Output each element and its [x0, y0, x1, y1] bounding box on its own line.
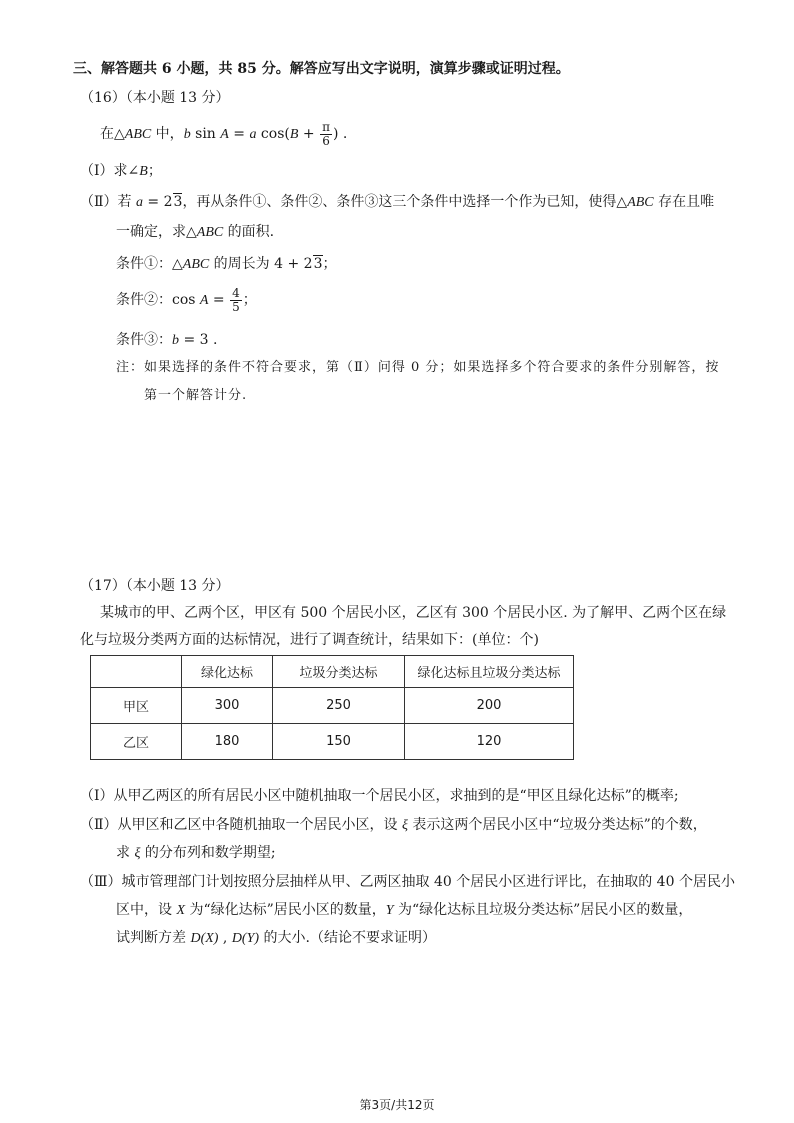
q16-stem-prefix: 在△ [100, 126, 125, 142]
part3-label: （Ⅲ） [80, 874, 122, 890]
var-b: b [183, 127, 191, 142]
cond1-label: 条件①： [116, 256, 172, 272]
section-heading: 三、解答题共 6 小题，共 85 分。解答应写出文字说明，演算步骤或证明过程。 [73, 61, 570, 77]
table-cell: 甲区 [91, 688, 182, 724]
cos-fn: cos [172, 292, 200, 308]
q17-number: （17）（本小题 13 分） [80, 578, 230, 594]
condition-2 [116, 286, 257, 315]
frac-denominator: 5 [232, 299, 240, 314]
data-table [90, 655, 574, 760]
triangle-abc: ABC [182, 257, 210, 272]
part3-line3a: 试判断方差 [116, 930, 191, 946]
cond2-end: ； [242, 292, 257, 308]
q16-part2-line2 [116, 222, 274, 243]
plus: + [298, 126, 320, 142]
part2-label: （Ⅱ） [80, 817, 118, 833]
table-row [91, 688, 574, 724]
part3-line2c: 为“绿化达标且垃圾分类达标”居民小区的数量， [393, 902, 693, 918]
part1-text: 从甲乙两区的所有居民小区中随机抽取一个居民小区，求抽到的是“甲区且绿化达标”的概率; [113, 788, 679, 804]
q16-stem-mid: 中， [151, 126, 184, 142]
table-header-cell [91, 656, 182, 688]
equals: = [208, 292, 230, 308]
cos-fn: cos( [256, 126, 290, 142]
var-a: a [249, 127, 257, 142]
condition-3 [116, 330, 217, 351]
variance-DY: D(Y) [231, 931, 260, 946]
cond1-mid: 的周长为 4 + 2 [209, 256, 313, 272]
cond3-rest: = 3 . [179, 332, 218, 348]
table-cell: 乙区 [91, 724, 182, 760]
frac-denominator: 6 [322, 133, 330, 148]
pi-over-six-fraction [320, 121, 332, 148]
q17-part1 [80, 786, 679, 806]
part1-text: 求∠ [113, 163, 140, 179]
part2-rest: ，再从条件①、条件②、条件③这三个条件中选择一个作为已知，使得△ [182, 194, 628, 210]
cond3-label: 条件③： [116, 332, 172, 348]
table-cell: 300 [182, 688, 273, 724]
part2-text-a: 从甲区和乙区中各随机抽取一个居民小区，设 [117, 817, 402, 833]
table-cell: 180 [182, 724, 273, 760]
variance-DX: D(X) [190, 931, 219, 946]
page-footer: 第3页/共12页 [359, 1098, 435, 1112]
part2-rest2: 存在且唯 [653, 194, 715, 210]
q17-part2-line2 [116, 843, 276, 864]
var-b: b [172, 333, 179, 348]
var-Y: Y [385, 903, 394, 918]
part3-line1: 城市管理部门计划按照分层抽样从甲、乙两区抽取 40 个居民小区进行评比，在抽取的 40 个居民小 [121, 874, 735, 890]
var-X: X [176, 903, 186, 918]
q17-stem-line1: 某城市的甲、乙两个区，甲区有 500 个居民小区，乙区有 300 个居民小区. 为了解甲、乙两个区在绿 [100, 605, 727, 621]
var-a: a [135, 195, 143, 210]
triangle-abc: ABC [124, 127, 152, 142]
comma: , [218, 930, 232, 946]
sqrt-3: 3 [173, 194, 183, 210]
sin-fn: sin [190, 126, 221, 142]
triangle-symbol: △ [172, 256, 183, 272]
var-B: B [139, 164, 148, 179]
q16-number: （16）（本小题 13 分） [80, 90, 230, 106]
condition-1 [116, 254, 337, 275]
triangle-abc: ABC [196, 225, 224, 240]
part1-end: ； [147, 163, 162, 179]
var-xi: ξ [401, 818, 408, 833]
eq-close: ) . [332, 126, 348, 142]
part2-eq: = 2 [142, 194, 173, 210]
part2-line2b: 的分布列和数学期望; [140, 845, 276, 861]
part1-label: （Ⅰ） [80, 788, 114, 804]
triangle-abc: ABC [627, 195, 654, 210]
part2-label: （Ⅱ） [80, 194, 118, 210]
part2-line2a: 求 [116, 845, 135, 861]
table-cell: 250 [273, 688, 405, 724]
part3-line3b: 的大小.（结论不要求证明） [259, 930, 436, 946]
q17-part3-line1 [80, 872, 735, 892]
q17-stem-line2: 化与垃圾分类两方面的达标情况，进行了调查统计，结果如下：(单位：个) [80, 632, 539, 648]
q17-part2-line1 [80, 815, 707, 836]
q17-part3-line3 [116, 928, 436, 949]
part3-line2b: 为“绿化达标”居民小区的数量， [185, 902, 386, 918]
sqrt-3: 3 [313, 256, 323, 272]
q16-stem [100, 120, 347, 149]
note-line-1: 注：如果选择的条件不符合要求，第（Ⅱ）问得 0 分；如果选择多个符合要求的条件分别解答，按 [116, 360, 720, 375]
part1-label: （Ⅰ） [80, 163, 114, 179]
table-header-cell: 垃圾分类达标 [273, 656, 405, 688]
q16-part2-line1 [80, 192, 714, 213]
frac-numerator: 4 [232, 285, 240, 300]
table-row [91, 724, 574, 760]
four-fifths-fraction [230, 287, 242, 314]
var-A: A [199, 293, 209, 308]
part3-line2a: 区中，设 [116, 902, 177, 918]
cond1-end: ； [322, 256, 337, 272]
table-cell: 150 [273, 724, 405, 760]
cond2-label: 条件②： [116, 292, 172, 308]
part2-text-b: 表示这两个居民小区中“垃圾分类达标”的个数， [407, 817, 707, 833]
table-header-cell: 绿化达标 [182, 656, 273, 688]
q17-part3-line2 [116, 900, 692, 921]
part2-line2a: 一确定，求△ [116, 224, 197, 240]
note-line-2: 第一个解答计分. [144, 388, 248, 403]
table-header-cell: 绿化达标且垃圾分类达标 [405, 656, 574, 688]
var-B: B [289, 127, 299, 142]
equals: = [228, 126, 250, 142]
frac-numerator: π [322, 119, 330, 134]
table-header-row [91, 656, 574, 688]
part2-if: 若 [117, 194, 136, 210]
part2-line2b: 的面积. [223, 224, 275, 240]
table-cell: 200 [405, 688, 574, 724]
q16-part1 [80, 161, 162, 182]
var-A: A [220, 127, 229, 142]
table-cell: 120 [405, 724, 574, 760]
var-xi: ξ [134, 846, 141, 861]
